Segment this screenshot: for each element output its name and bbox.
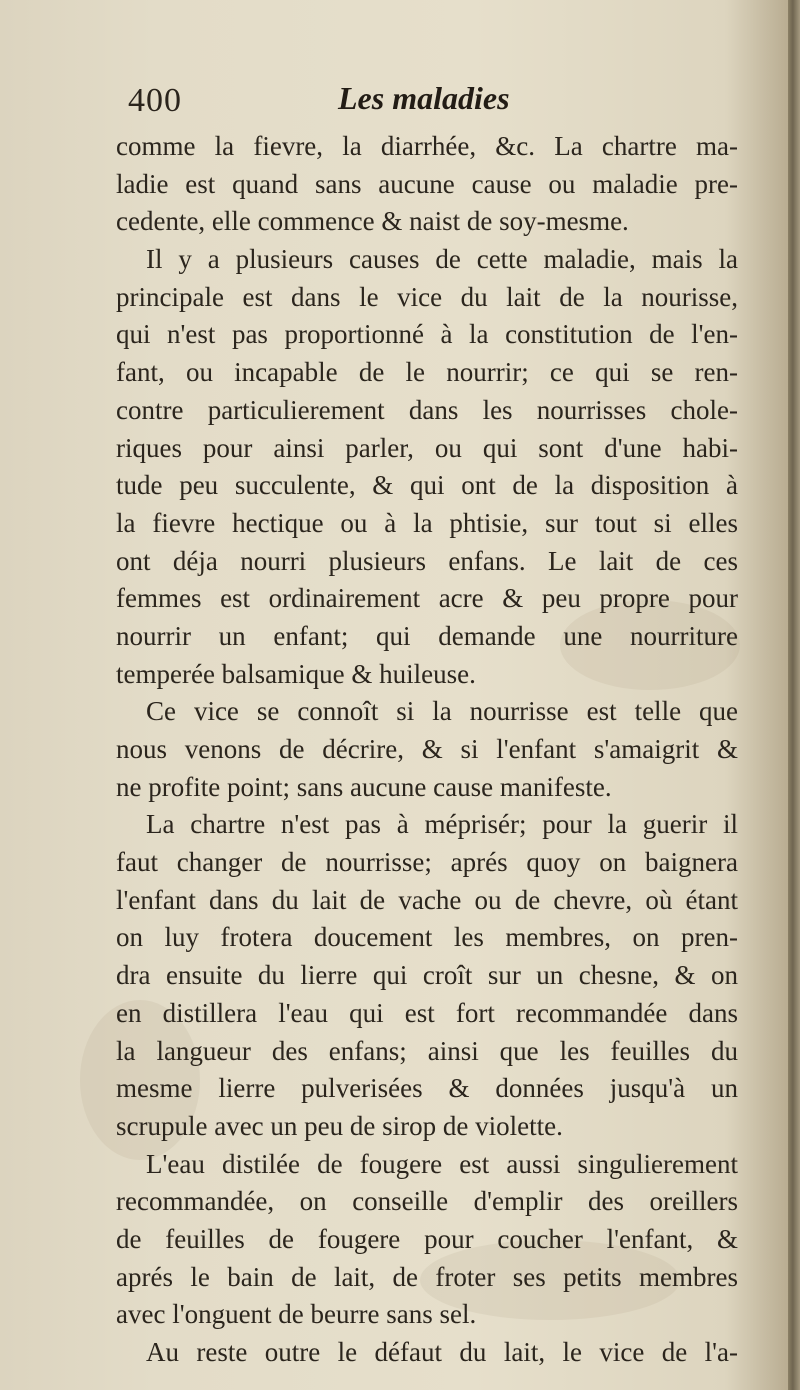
text-line: l'enfant dans du lait de vache ou de chevre, où étant — [116, 884, 738, 915]
text-line: cedente, elle commence & naist de soy-mesme. — [116, 206, 629, 237]
text-line: avec l'onguent de beurre sans sel. — [116, 1299, 477, 1330]
text-line: scrupule avec un peu de sirop de violette. — [116, 1110, 563, 1141]
text-line: nous venons de décrire, & si l'enfant s'amaigrit & — [116, 734, 738, 764]
text-line: La chartre n'est pas à méprisér; pour la guerir il — [146, 809, 738, 840]
text-line: ladie est quand sans aucune cause ou maladie pre- — [116, 168, 738, 199]
text-line: Ce vice se connoît si la nourrisse est telle que — [146, 696, 738, 727]
text-line: en distillera l'eau qui est fort recommandée dans — [116, 997, 738, 1028]
page-edge — [788, 0, 800, 1390]
text-line: on luy frotera doucement les membres, on pren- — [116, 922, 738, 953]
text-line: L'eau distilée de fougere est aussi singulierement — [146, 1148, 738, 1179]
text-line: tude peu succulente, & qui ont de la disposition à — [116, 470, 738, 501]
text-line: Au reste outre le défaut du lait, le vice de l'a- — [146, 1337, 738, 1367]
text-line: faut changer de nourrisse; aprés quoy on baignera — [116, 847, 738, 878]
text-line: comme la fievre, la diarrhée, &c. La chartre ma- — [116, 131, 738, 161]
text-line: mesme lierre pulverisées & données jusqu'à un — [116, 1073, 738, 1104]
text-line: contre particulierement dans les nourrisses chole- — [116, 394, 738, 425]
text-line: principale est dans le vice du lait de la nourisse, — [116, 281, 738, 312]
page-number: 400 — [128, 82, 182, 119]
text-line: ne profite point; sans aucune cause manifeste. — [116, 771, 612, 802]
text-line: aprés le bain de lait, de froter ses petits membres — [116, 1261, 738, 1292]
text-line: recommandée, on conseille d'emplir des oreillers — [116, 1186, 738, 1217]
text-line: la langueur des enfans; ainsi que les feuilles du — [116, 1035, 738, 1066]
text-line: riques pour ainsi parler, ou qui sont d'une habi- — [116, 432, 738, 463]
page-header — [128, 78, 728, 128]
text-line: la fievre hectique ou à la phtisie, sur tout si elles — [116, 507, 738, 538]
text-line: qui n'est pas proportionné à la constitution de l'en- — [116, 319, 738, 350]
text-line: dra ensuite du lierre qui croît sur un chesne, & on — [116, 960, 738, 991]
text-line: ont déja nourri plusieurs enfans. Le lait de ces — [116, 545, 738, 576]
text-line: femmes est ordinairement acre & peu propre pour — [116, 583, 738, 614]
text-line: nourrir un enfant; qui demande une nourriture — [116, 620, 738, 651]
text-line: Il y a plusieurs causes de cette maladie, mais la — [146, 244, 738, 275]
body-text — [116, 128, 738, 1372]
running-title: Les maladies — [338, 80, 510, 116]
text-line: fant, ou incapable de le nourrir; ce qui se ren- — [116, 357, 738, 388]
text-line: de feuilles de fougere pour coucher l'enfant, & — [116, 1223, 738, 1254]
text-line: temperée balsamique & huileuse. — [116, 658, 476, 689]
